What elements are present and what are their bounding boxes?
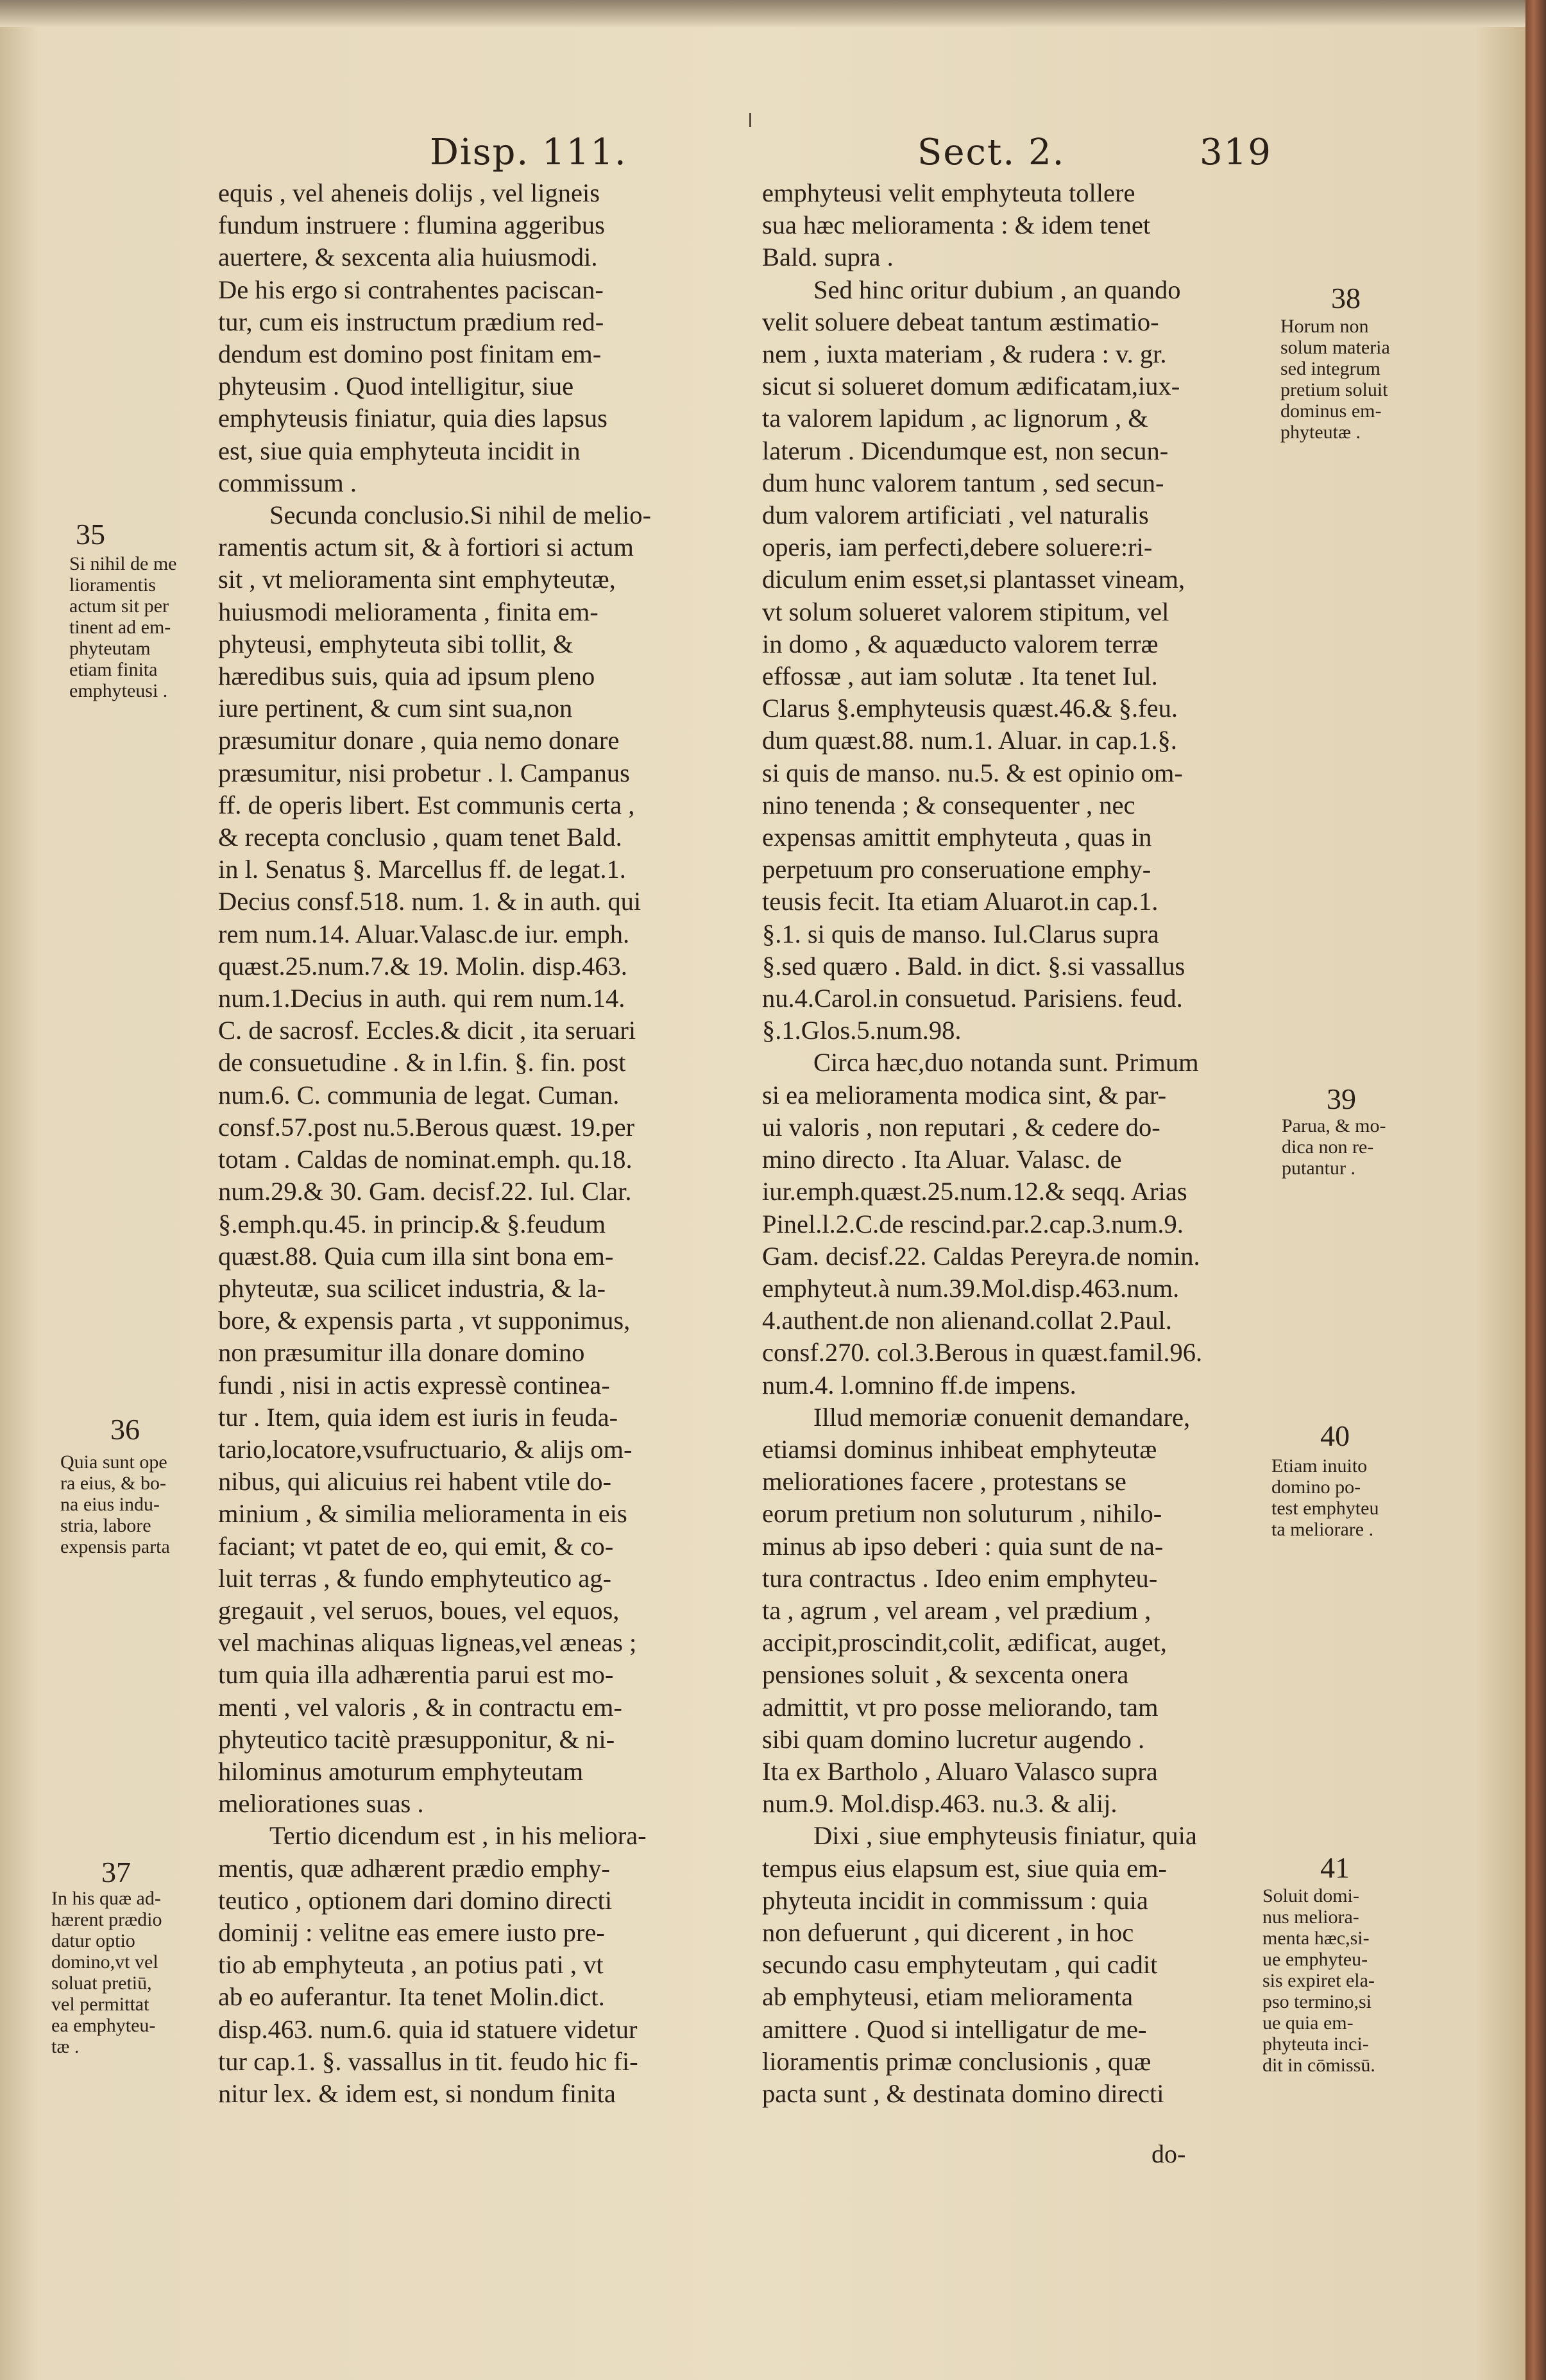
text-line: teutico , optionem dari domino directi xyxy=(218,1885,613,1915)
text-line: §.1.Glos.5.num.98. xyxy=(762,1016,962,1045)
text-line: amittere . Quod si intelligatur de me- xyxy=(762,2014,1147,2044)
margin-note-35 xyxy=(69,553,177,701)
margin-note-line: domino,vt vel xyxy=(51,1951,158,1973)
text-line: rem num.14. Aluar.Valasc.de iur. emph. xyxy=(218,919,630,948)
text-line: vt solum solueret valorem stipitum, vel xyxy=(762,597,1169,626)
text-line: iure pertinent, & cum sint sua,non xyxy=(218,694,573,723)
text-line: quæst.88. Quia cum illa sint bona em- xyxy=(218,1241,614,1271)
text-line: sicut si solueret domum ædificatam,iux- xyxy=(762,372,1180,401)
text-line: non præsumitur illa donare domino xyxy=(218,1338,585,1367)
margin-note-line: ra eius, & bo- xyxy=(60,1473,166,1494)
margin-note-41 xyxy=(1262,1885,1375,2076)
text-line: si ea melioramenta modica sint, & par- xyxy=(762,1080,1167,1109)
text-line: perpetuum pro conseruatione emphy- xyxy=(762,855,1151,884)
text-line: phyteuta incidit in commissum : quia xyxy=(762,1885,1148,1915)
text-line: minus ab ipso deberi : quia sunt de na- xyxy=(762,1531,1164,1561)
margin-note-line: actum sit per xyxy=(69,595,169,617)
margin-note-line: pso termino,si xyxy=(1262,1991,1372,2012)
text-line: pensiones soluit , & sexcenta onera xyxy=(762,1660,1129,1690)
margin-note-line: dica non re- xyxy=(1282,1136,1374,1158)
text-line: tur . Item, quia idem est iuris in feuda- xyxy=(218,1402,618,1432)
text-line: bore, & expensis parta , vt supponimus, xyxy=(218,1306,631,1335)
text-line: meliorationes suas . xyxy=(218,1789,424,1819)
text-line: Illud memoriæ conuenit demandare, xyxy=(813,1402,1191,1432)
text-line: secundo casu emphyteutam , qui cadit xyxy=(762,1950,1158,1980)
margin-note-line: test emphyteu xyxy=(1271,1498,1379,1519)
margin-number-36: 36 xyxy=(110,1413,140,1446)
margin-note-line: ta meliorare . xyxy=(1271,1519,1374,1540)
margin-number-37: 37 xyxy=(101,1856,131,1888)
text-line: emphyteusis finiatur, quia dies lapsus xyxy=(218,404,607,433)
margin-note-39 xyxy=(1282,1115,1386,1179)
text-line: equis , vel aheneis dolijs , vel ligneis xyxy=(218,178,600,207)
margin-note-line: etiam finita xyxy=(69,659,158,680)
text-line: Dixi , siue emphyteusis finiatur, quia xyxy=(813,1821,1197,1851)
text-line: Sed hinc oritur dubium , an quando xyxy=(813,275,1181,304)
margin-note-line: sed integrum xyxy=(1280,358,1380,379)
margin-note-line: Soluit domi- xyxy=(1262,1885,1359,1906)
text-line: non defuerunt , qui dicerent , in hoc xyxy=(762,1917,1134,1947)
text-line: commissum . xyxy=(218,468,357,497)
margin-note-line: dominus em- xyxy=(1280,400,1382,422)
margin-note-line: tæ . xyxy=(51,2036,80,2057)
text-line: ui valoris , non reputari , & cedere do- xyxy=(762,1112,1160,1142)
margin-note-line: vel permittat xyxy=(51,1994,149,2015)
text-line: num.4. l.omnino ff.de impens. xyxy=(762,1370,1076,1400)
text-line: emphyteut.à num.39.Mol.disp.463.num. xyxy=(762,1273,1180,1303)
margin-note-line: stria, labore xyxy=(60,1515,151,1536)
text-line: auertere, & sexcenta alia huiusmodi. xyxy=(218,243,598,272)
text-line: ab emphyteusi, etiam melioramenta xyxy=(762,1982,1134,2012)
text-line: velit soluere debeat tantum æstimatio- xyxy=(762,307,1159,336)
text-line: accipit,proscindit,colit, ædificat, auget, xyxy=(762,1628,1167,1657)
top-shadow xyxy=(0,0,1525,27)
text-line: sua hæc melioramenta : & idem tenet xyxy=(762,210,1151,240)
text-line: Secunda conclusio.Si nihil de melio- xyxy=(269,501,652,530)
margin-note-line: solum materia xyxy=(1280,337,1390,358)
text-line: num.1.Decius in auth. qui rem num.14. xyxy=(218,984,625,1013)
text-line: phyteusi, emphyteuta sibi tollit, & xyxy=(218,629,573,658)
text-line: eorum pretium non soluturum , nihilo- xyxy=(762,1499,1162,1528)
margin-number-40: 40 xyxy=(1320,1419,1350,1452)
text-line: ta , agrum , vel aream , vel prædium , xyxy=(762,1595,1151,1625)
margin-note-line: ue quia em- xyxy=(1262,2012,1354,2033)
text-line: disp.463. num.6. quia id statuere videtur xyxy=(218,2014,638,2044)
text-line: expensas amittit emphyteuta , quas in xyxy=(762,823,1152,852)
page-number: 319 xyxy=(1200,132,1272,173)
margin-number-39: 39 xyxy=(1327,1083,1356,1115)
margin-note-line: soluat pretiū, xyxy=(51,1973,152,1994)
text-line: Tertio dicendum est , in his meliora- xyxy=(269,1821,647,1851)
text-line: in domo , & aquæducto valorem terræ xyxy=(762,629,1159,658)
text-line: §.sed quæro . Bald. in dict. §.si vassallus xyxy=(762,951,1185,980)
margin-note-line: na eius indu- xyxy=(60,1494,160,1515)
tick-mark xyxy=(749,113,751,127)
text-line: gregauit , vel seruos, boues, vel equos, xyxy=(218,1595,620,1625)
margin-note-line: nus meliora- xyxy=(1262,1906,1359,1928)
margin-note-line: phyteuta inci- xyxy=(1262,2033,1369,2055)
margin-note-line: menta hæc,si- xyxy=(1262,1928,1370,1949)
text-line: ff. de operis libert. Est communis certa , xyxy=(218,790,635,819)
text-line: nem , iuxta materiam , & rudera : v. gr. xyxy=(762,339,1167,369)
text-line: menti , vel valoris , & in contractu em- xyxy=(218,1692,622,1722)
margin-note-line: Etiam inuito xyxy=(1271,1455,1368,1477)
margin-note-line: lioramentis xyxy=(69,574,156,595)
text-line: si quis de manso. nu.5. & est opinio om- xyxy=(762,758,1183,787)
text-line: est, siue quia emphyteuta incidit in xyxy=(218,436,581,465)
text-line: Circa hæc,duo notanda sunt. Primum xyxy=(813,1048,1199,1077)
margin-note-line: phyteutam xyxy=(69,638,151,659)
text-line: §.emph.qu.45. in princip.& §.feudum xyxy=(218,1209,606,1238)
text-line: sibi quam domino lucretur augendo . xyxy=(762,1724,1145,1754)
text-line: §.1. si quis de manso. Iul.Clarus supra xyxy=(762,919,1159,948)
text-line: hæredibus suis, quia ad ipsum pleno xyxy=(218,662,595,691)
text-line: tio ab emphyteuta , an potius pati , vt xyxy=(218,1950,604,1980)
text-line: meliorationes facere , protestans se xyxy=(762,1467,1126,1496)
margin-note-line: ea emphyteu- xyxy=(51,2015,156,2036)
text-line: tura contractus . Ideo enim emphyteu- xyxy=(762,1563,1158,1593)
margin-number-38: 38 xyxy=(1331,282,1361,314)
text-line: ramentis actum sit, & à fortiori si actum xyxy=(218,533,634,562)
text-line: dum hunc valorem tantum , sed secun- xyxy=(762,468,1164,497)
margin-note-line: tinent ad em- xyxy=(69,617,171,638)
text-line: phyteutæ, sua scilicet industria, & la- xyxy=(218,1273,606,1303)
text-line: 4.authent.de non alienand.collat 2.Paul. xyxy=(762,1306,1172,1335)
margin-note-line: pretium soluit xyxy=(1280,379,1388,400)
text-line: num.29.& 30. Gam. decisf.22. Iul. Clar. xyxy=(218,1177,632,1206)
text-line: vel machinas aliquas ligneas,vel æneas ; xyxy=(218,1628,637,1657)
text-line: tempus eius elapsum est, siue quia em- xyxy=(762,1853,1167,1883)
margin-note-line: Si nihil de me xyxy=(69,553,177,574)
catchword: do- xyxy=(1151,2139,1186,2168)
margin-note-line: emphyteusi . xyxy=(69,680,168,701)
text-line: præsumitur donare , quia nemo donare xyxy=(218,726,620,755)
text-line: num.9. Mol.disp.463. nu.3. & alij. xyxy=(762,1789,1117,1819)
running-head-left: Disp. 111. xyxy=(430,132,627,173)
margin-note-line: Parua, & mo- xyxy=(1282,1115,1386,1136)
text-line: laterum . Dicendumque est, non secun- xyxy=(762,436,1169,465)
text-line: De his ergo si contrahentes paciscan- xyxy=(218,275,604,304)
text-line: dendum est domino post finitam em- xyxy=(218,339,602,369)
margin-note-38 xyxy=(1280,316,1390,443)
left-column xyxy=(218,177,744,2110)
margin-note-40 xyxy=(1271,1455,1379,1540)
text-line: consf.270. col.3.Berous in quæst.famil.96. xyxy=(762,1338,1203,1367)
text-line: in l. Senatus §. Marcellus ff. de legat.1. xyxy=(218,855,626,884)
text-line: Gam. decisf.22. Caldas Pereyra.de nomin. xyxy=(762,1241,1200,1271)
text-line: Clarus §.emphyteusis quæst.46.& §.feu. xyxy=(762,694,1178,723)
text-line: effossæ , aut iam solutæ . Ita tenet Iul. xyxy=(762,662,1158,691)
text-line: lioramentis primæ conclusionis , quæ xyxy=(762,2046,1151,2076)
text-line: nibus, qui alicuius rei habent vtile do- xyxy=(218,1467,611,1496)
text-line: ab eo auferantur. Ita tenet Molin.dict. xyxy=(218,1982,605,2012)
text-line: iur.emph.quæst.25.num.12.& seqq. Arias xyxy=(762,1177,1187,1206)
margin-note-line: putantur . xyxy=(1282,1158,1355,1179)
text-line: huiusmodi melioramenta , finita em- xyxy=(218,597,599,626)
text-line: Bald. supra . xyxy=(762,243,894,272)
text-line: de consuetudine . & in l.fin. §. fin. post xyxy=(218,1048,626,1077)
text-line: nitur lex. & idem est, si nondum finita xyxy=(218,2078,616,2108)
text-line: luit terras , & fundo emphyteutico ag- xyxy=(218,1563,611,1593)
text-line: & recepta conclusio , quam tenet Bald. xyxy=(218,823,622,852)
text-line: C. de sacrosf. Eccles.& dicit , ita seruari xyxy=(218,1016,636,1045)
margin-note-line: phyteutæ . xyxy=(1280,422,1361,443)
text-line: dum quæst.88. num.1. Aluar. in cap.1.§. xyxy=(762,726,1177,755)
text-line: fundi , nisi in actis expressè continea- xyxy=(218,1370,610,1400)
text-line: phyteusim . Quod intelligitur, siue xyxy=(218,372,574,401)
text-line: quæst.25.num.7.& 19. Molin. disp.463. xyxy=(218,951,627,980)
margin-note-line: Quia sunt ope xyxy=(60,1451,167,1473)
margin-note-37 xyxy=(51,1888,162,2057)
text-line: nino tenenda ; & consequenter , nec xyxy=(762,790,1135,819)
text-line: operis, iam perfecti,debere soluere:ri- xyxy=(762,533,1153,562)
text-line: etiamsi dominus inhibeat emphyteutæ xyxy=(762,1434,1157,1464)
margin-note-line: dit in cōmissū. xyxy=(1262,2055,1375,2076)
text-line: num.6. C. communia de legat. Cuman. xyxy=(218,1080,620,1109)
text-line: tario,locatore,vsufructuario, & alijs om- xyxy=(218,1434,633,1464)
text-line: Pinel.l.2.C.de rescind.par.2.cap.3.num.9. xyxy=(762,1209,1184,1238)
text-line: Ita ex Bartholo , Aluaro Valasco supra xyxy=(762,1756,1158,1786)
text-line: emphyteusi velit emphyteuta tollere xyxy=(762,178,1135,207)
text-line: totam . Caldas de nominat.emph. qu.18. xyxy=(218,1145,633,1174)
text-line: nu.4.Carol.in consuetud. Parisiens. feud. xyxy=(762,984,1183,1013)
text-line: admittit, vt pro posse meliorando, tam xyxy=(762,1692,1159,1722)
text-line: tur, cum eis instructum prædium red- xyxy=(218,307,604,336)
margin-note-line: Horum non xyxy=(1280,316,1369,337)
text-line: minium , & similia melioramenta in eis xyxy=(218,1499,627,1528)
margin-note-line: In his quæ ad- xyxy=(51,1888,161,1909)
text-line: faciant; vt patet de eo, qui emit, & co- xyxy=(218,1531,614,1561)
text-line: mentis, quæ adhærent prædio emphy- xyxy=(218,1853,610,1883)
text-line: tum quia illa adhærentia parui est mo- xyxy=(218,1660,614,1690)
text-line: pacta sunt , & destinata domino directi xyxy=(762,2078,1164,2108)
book-edge xyxy=(1525,0,1546,2380)
margin-note-line: hærent prædio xyxy=(51,1909,162,1930)
margin-note-line: datur optio xyxy=(51,1930,135,1951)
text-line: Decius consf.518. num. 1. & in auth. qui xyxy=(218,887,641,916)
running-head-center: Sect. 2. xyxy=(917,132,1066,173)
text-line: dum valorem artificiati , vel naturalis xyxy=(762,501,1149,530)
text-line: dominij : velitne eas emere iusto pre- xyxy=(218,1917,605,1947)
text-line: diculum enim esset,si plantasset vineam, xyxy=(762,565,1185,594)
margin-note-line: sis expiret ela- xyxy=(1262,1970,1375,1991)
text-line: hilominus amoturum emphyteutam xyxy=(218,1756,584,1786)
text-line: sit , vt melioramenta sint emphyteutæ, xyxy=(218,565,616,594)
text-line: ta valorem lapidum , ac lignorum , & xyxy=(762,404,1148,433)
margin-number-41: 41 xyxy=(1320,1851,1350,1884)
margin-note-line: expensis parta xyxy=(60,1536,170,1557)
text-line: consf.57.post nu.5.Berous quæst. 19.per xyxy=(218,1112,635,1142)
text-line: præsumitur, nisi probetur . l. Campanus xyxy=(218,758,630,787)
text-line: fundum instruere : flumina aggeribus xyxy=(218,210,605,240)
text-line: tur cap.1. §. vassallus in tit. feudo hic fi- xyxy=(218,2046,638,2076)
text-line: phyteutico tacitè præsupponitur, & ni- xyxy=(218,1724,615,1754)
right-column xyxy=(762,177,1275,2110)
text-line: mino directo . Ita Aluar. Valasc. de xyxy=(762,1145,1122,1174)
margin-number-35: 35 xyxy=(76,518,105,551)
margin-note-36 xyxy=(60,1451,170,1557)
text-line: teusis fecit. Ita etiam Aluarot.in cap.1. xyxy=(762,887,1159,916)
margin-note-line: domino po- xyxy=(1271,1477,1361,1498)
margin-note-line: ue emphyteu- xyxy=(1262,1949,1368,1970)
